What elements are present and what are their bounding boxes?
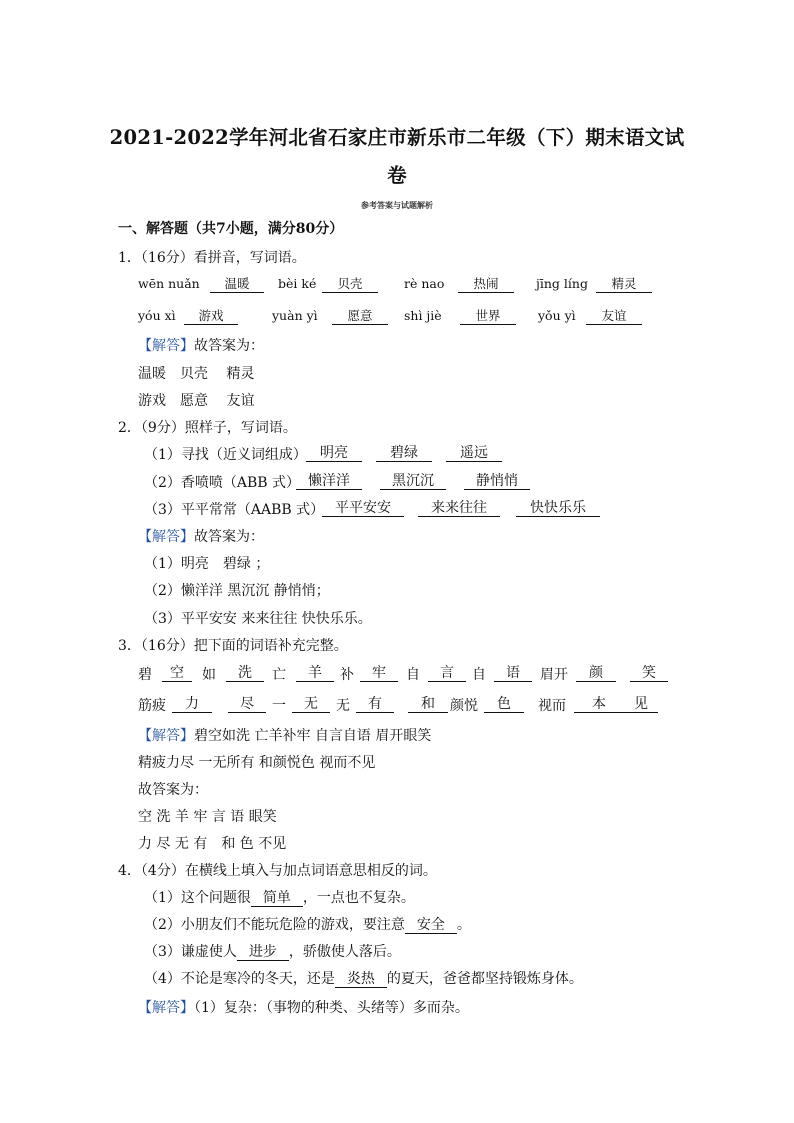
q1-answer-blank: 愿意 [332, 308, 388, 325]
q4-answer-blank: 简单 [251, 890, 303, 907]
q3-answer-line: 精疲力尽 一无所有 和颜悦色 视而不见 [138, 755, 376, 771]
q2-sub3: （3）平平常常（AABB 式） 平平安安 来来往往 快快乐乐 [138, 500, 618, 520]
q3-answer-blank: 笑 [630, 665, 668, 682]
q3-answer-blank: 空 [162, 665, 192, 682]
q4-answer: 【解答】（1）复杂：（事物的种类、头绪等）多而杂。 [138, 1000, 469, 1016]
q2-answer-line: （1）明亮 碧绿 ； [144, 556, 270, 572]
page-title-line2: 卷 [387, 164, 407, 187]
q1-answer-blank: 世界 [460, 308, 516, 325]
page-subtitle: 参考答案与试题解析 [361, 200, 433, 210]
q3-answer-blank: 有 [356, 696, 394, 713]
q3-answer-blank: 牢 [360, 665, 398, 682]
answer-tag: 【解答】 [138, 529, 194, 545]
q1-pinyin: wēn nuǎn [138, 276, 200, 291]
q3-answer-blank: 色 [484, 696, 524, 713]
q2-answer-blank: 明亮 [306, 445, 362, 462]
q1-pinyin: yóu xì [138, 308, 176, 323]
q2-sub1: （1）寻找（近义词组成） 明亮 碧绿 遥远 [138, 445, 578, 465]
q3-row1: 碧 空 如 洗 亡 羊 补 牢 自 言 自 语 眉开 颜 笑 [138, 665, 678, 685]
q2-answer-blank: 黑沉沉 [380, 473, 446, 490]
q3-answer-line: 空 洗 羊 牢 言 语 眼笑 [138, 809, 277, 825]
q3-answer-blank: 羊 [296, 665, 334, 682]
q1-pinyin-row-1 [138, 276, 658, 296]
q3-answer-blank: 颜 [576, 665, 616, 682]
q1-pinyin: bèi ké [278, 276, 317, 291]
q2-answer-blank: 静悄悄 [464, 473, 530, 490]
q1-pinyin-row-2 [138, 308, 658, 328]
q3-answer-blank: 和 [408, 696, 448, 713]
q1-pinyin: jīng líng [536, 276, 588, 291]
q3-answer-blank: 本 [574, 696, 624, 713]
q2-stem: 2．（9分）照样子，写词语。 [118, 420, 297, 436]
q2-answer-blank: 懒洋洋 [296, 473, 362, 490]
q3-answer-blank: 尽 [228, 696, 266, 713]
q4-sentence-4: （4）不论是寒冷的冬天，还是 炎热 的夏天，爸爸都坚持锻炼身体。 [144, 971, 583, 987]
q1-answer-blank: 贝壳 [322, 276, 378, 293]
q4-sentence-1: （1）这个问题很 简单 ，一点也不复杂。 [144, 890, 415, 906]
q2-answer-blank: 遥远 [446, 445, 502, 462]
q3-answer-blank: 语 [494, 665, 532, 682]
q1-pinyin: rè nao [404, 276, 445, 291]
answer-tag: 【解答】 [138, 338, 194, 354]
q2-answer-blank: 来来往往 [418, 500, 500, 517]
q1-answer-line: 温暖 贝壳 精灵 [138, 366, 255, 382]
q4-answer-blank: 炎热 [335, 971, 387, 988]
answer-tag: 【解答】 [138, 728, 194, 744]
q3-answer-blank: 洗 [226, 665, 264, 682]
q4-answer-blank: 进步 [237, 944, 289, 961]
q1-pinyin: yǒu yì [538, 308, 576, 323]
q2-answer-blank: 快快乐乐 [516, 500, 600, 517]
q2-answer-blank: 平平安安 [322, 500, 404, 517]
q3-answer-blank: 言 [428, 665, 466, 682]
answer-tag: 【解答】 [138, 1000, 194, 1016]
q3-row2: 筋疲 力 尽 一 无 无 有 和 颜悦 色 视而 本 见 [138, 696, 678, 716]
q1-answer-blank: 温暖 [210, 276, 264, 293]
q1-answer-blank: 热闹 [458, 276, 514, 293]
q3-answer-blank: 见 [624, 696, 658, 713]
q4-stem: 4．（4分）在横线上填入与加点词语意思相反的词。 [118, 863, 437, 879]
q2-sub2: （2）香喷喷（ABB 式） 懒洋洋 黑沉沉 静悄悄 [138, 473, 578, 493]
q4-sentence-3: （3）谦虚使人 进步 ，骄傲使人落后。 [144, 944, 401, 960]
q1-answer-blank: 友谊 [586, 308, 642, 325]
q2-answer: 【解答】故答案为： [138, 529, 264, 545]
q3-stem: 3．（16分）把下面的词语补充完整。 [118, 638, 348, 654]
q2-answer-line: （2）懒洋洋 黑沉沉 静悄悄； [144, 583, 330, 599]
q1-pinyin: yuàn yì [272, 308, 318, 323]
section-heading: 一、解答题（共7小题，满分80分） [118, 221, 344, 237]
q3-answer-line: 故答案为： [138, 782, 208, 798]
q3-answer-blank: 力 [172, 696, 212, 713]
q3-answer: 【解答】碧空如洗 亡羊补牢 自言自语 眉开眼笑 [138, 728, 432, 744]
q1-answer-line: 游戏 愿意 友谊 [138, 393, 255, 409]
q2-answer-line: （3）平平安安 来来往往 快快乐乐。 [144, 611, 372, 627]
q1-pinyin: shì jiè [404, 308, 442, 323]
q4-answer-blank: 安全 [405, 917, 457, 934]
q3-answer-blank: 无 [292, 696, 330, 713]
q4-sentence-2: （2）小朋友们不能玩危险的游戏，要注意 安全 。 [144, 917, 471, 933]
q2-answer-blank: 碧绿 [376, 445, 432, 462]
q1-answer: 【解答】故答案为： [138, 338, 264, 354]
q1-answer-blank: 精灵 [596, 276, 652, 293]
page-title-line1: 2021-2022学年河北省石家庄市新乐市二年级（下）期末语文试 [109, 126, 685, 149]
q3-answer-line: 力 尽 无 有 和 色 不见 [138, 836, 287, 852]
q1-answer-blank: 游戏 [184, 308, 238, 325]
q1-stem: 1．（16分）看拼音，写词语。 [118, 250, 306, 266]
